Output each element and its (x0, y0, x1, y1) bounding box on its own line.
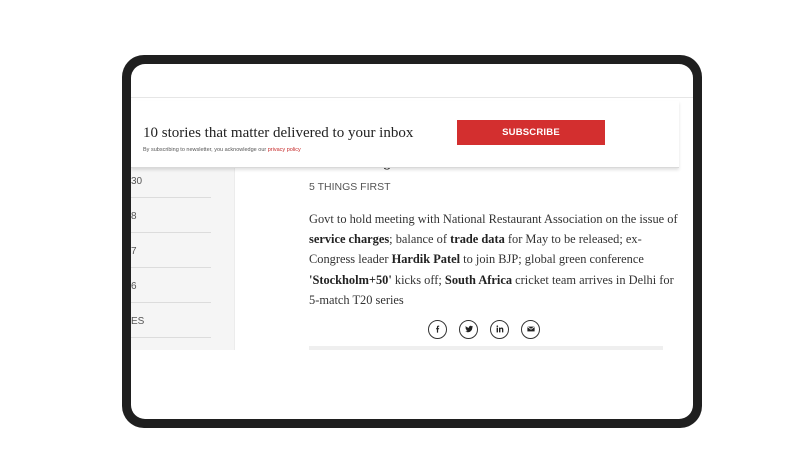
sidebar-item-label: 30 (131, 176, 143, 187)
subscribe-button[interactable]: SUBSCRIBE (457, 120, 605, 145)
linkedin-share-button[interactable] (490, 320, 509, 339)
sidebar-item[interactable] (131, 304, 211, 338)
sidebar (131, 164, 235, 350)
email-icon (526, 321, 536, 339)
story-highlight: service charges (309, 232, 390, 247)
story-summary (309, 209, 679, 310)
sidebar-item[interactable] (131, 199, 211, 233)
email-share-button[interactable] (521, 320, 540, 339)
sidebar-item-label: 6 (131, 281, 137, 292)
sidebar-item[interactable] (131, 164, 211, 198)
story-highlight: trade data (450, 232, 505, 247)
facebook-share-button[interactable] (428, 320, 447, 339)
tablet-screen (131, 64, 693, 419)
sidebar-item-label: 8 (131, 211, 137, 222)
header-divider (131, 97, 693, 98)
twitter-icon (464, 321, 474, 339)
story-text: Govt to hold meeting with National Restaurant Association on the issue of (309, 212, 678, 226)
privacy-policy-link[interactable]: privacy policy (267, 147, 301, 153)
story-text: kicks off; (391, 272, 445, 287)
sidebar-item-label: ES (131, 316, 145, 327)
section-label: 5 THINGS FIRST (309, 181, 391, 193)
newsletter-disclaimer (143, 147, 301, 153)
story-text: to join BJP; global green conference (460, 252, 644, 267)
sidebar-item-label: 7 (131, 246, 137, 257)
tablet-frame (122, 55, 702, 428)
story-highlight: 'Stockholm+50' (309, 272, 392, 287)
facebook-icon (433, 321, 443, 339)
newsletter-banner (131, 101, 679, 168)
disclaimer-text: By subscribing to newsletter, you acknowledge our (143, 147, 268, 153)
sidebar-item[interactable] (131, 269, 211, 303)
twitter-share-button[interactable] (459, 320, 478, 339)
content-divider (309, 346, 663, 350)
sidebar-item[interactable] (131, 234, 211, 268)
story-highlight: Hardik Patel (391, 252, 461, 267)
story-text: for May to be released; ex-Congress leader (309, 232, 642, 267)
linkedin-icon (495, 321, 505, 339)
story-text: cricket team arrives in Delhi for 5-match T20 series (309, 272, 674, 307)
story-text: ; balance of (389, 232, 451, 247)
story-highlight: South Africa (444, 272, 513, 287)
newsletter-title: 10 stories that matter delivered to your inbox (143, 125, 414, 141)
